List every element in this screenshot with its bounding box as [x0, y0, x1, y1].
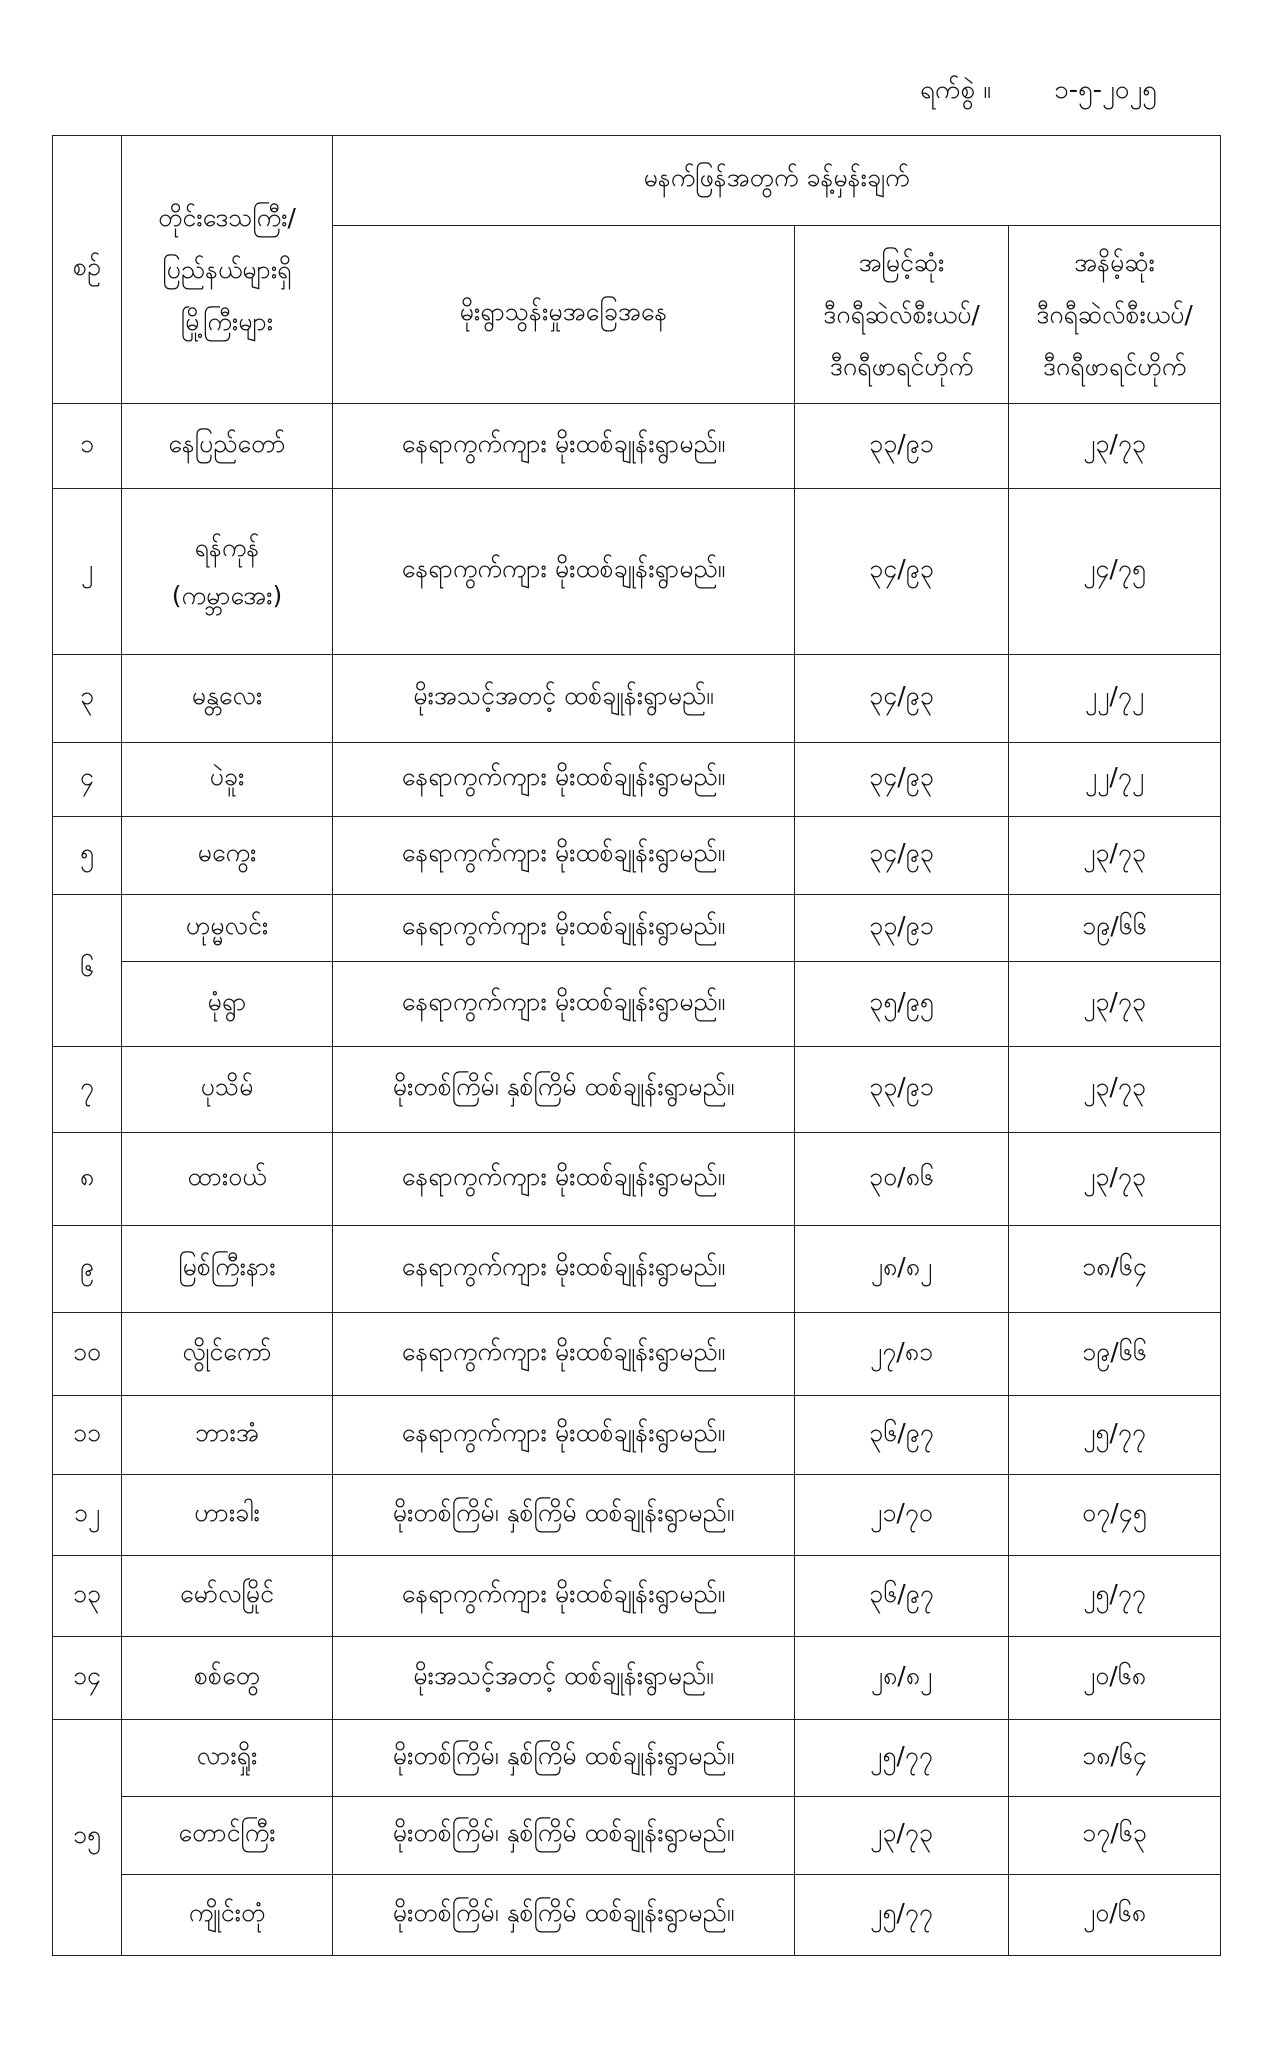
- min-temp-cell: ၁၈/၆၄: [1009, 1226, 1221, 1313]
- header-row: [53, 136, 1221, 226]
- rain-cell: နေရာကွက်ကျား မိုးထစ်ချုန်းရွာမည်။: [333, 1133, 795, 1226]
- max-temp-cell: ၂၃/၇၃: [795, 1797, 1009, 1875]
- max-temp-cell: ၃၄/၉၃: [795, 655, 1009, 743]
- rain-cell: နေရာကွက်ကျား မိုးထစ်ချုန်းရွာမည်။: [333, 895, 795, 962]
- city-cell: နေပြည်တော်: [122, 404, 333, 489]
- city-cell: မော်လမြိုင်: [122, 1556, 333, 1637]
- min-temp-cell: ၂၄/၇၅: [1009, 489, 1221, 655]
- max-temp-cell: ၂၅/၇၇: [795, 1720, 1009, 1797]
- rain-cell: နေရာကွက်ကျား မိုးထစ်ချုန်းရွာမည်။: [333, 489, 795, 655]
- min-temp-cell: ၁၉/၆၆: [1009, 1313, 1221, 1396]
- table-row: [53, 817, 1221, 895]
- header-max-temp-line: ဒီဂရီဆဲလ်စီးယပ်/: [823, 299, 980, 329]
- rain-cell: မိုးတစ်ကြိမ်၊ နှစ်ကြိမ် ထစ်ချုန်းရွာမည်။: [333, 1875, 795, 1956]
- min-temp-cell: ၁၇/၆၃: [1009, 1797, 1221, 1875]
- serial-cell: ၇: [53, 1047, 122, 1133]
- rain-cell: နေရာကွက်ကျား မိုးထစ်ချုန်းရွာမည်။: [333, 1226, 795, 1313]
- city-cell: စစ်တွေ: [122, 1637, 333, 1720]
- city-cell: ပဲခူး: [122, 743, 333, 817]
- table-row: [53, 1047, 1221, 1133]
- min-temp-cell: ၂၂/၇၂: [1009, 655, 1221, 743]
- rain-cell: နေရာကွက်ကျား မိုးထစ်ချုန်းရွာမည်။: [333, 743, 795, 817]
- city-note: (ကမ္ဘာအေး): [171, 580, 283, 610]
- table-row: [53, 1720, 1221, 1797]
- city-cell: လားရှိုး: [122, 1720, 333, 1797]
- serial-cell: ၁: [53, 404, 122, 489]
- header-min-temp-line: ဒီဂရီဆဲလ်စီးယပ်/: [1036, 299, 1193, 329]
- serial-cell: ၉: [53, 1226, 122, 1313]
- city-cell: မြစ်ကြီးနား: [122, 1226, 333, 1313]
- rain-cell: မိုးတစ်ကြိမ်၊ နှစ်ကြိမ် ထစ်ချုန်းရွာမည်။: [333, 1475, 795, 1556]
- max-temp-cell: ၃၃/၉၁: [795, 404, 1009, 489]
- table-row: [53, 1313, 1221, 1396]
- table-row: [53, 1226, 1221, 1313]
- rain-cell: နေရာကွက်ကျား မိုးထစ်ချုန်းရွာမည်။: [333, 1396, 795, 1475]
- max-temp-cell: ၂၈/၈၂: [795, 1637, 1009, 1720]
- max-temp-cell: ၂၁/၇၀: [795, 1475, 1009, 1556]
- header-min-temp: [1009, 226, 1221, 404]
- serial-cell: ၁၅: [53, 1720, 122, 1956]
- table-row: [53, 1133, 1221, 1226]
- header-max-temp-line: အမြင့်ဆုံး: [858, 247, 945, 277]
- table-row: [53, 1396, 1221, 1475]
- min-temp-cell: ၁၉/၆၆: [1009, 895, 1221, 962]
- header-min-temp-line: အနိမ့်ဆုံး: [1074, 247, 1155, 277]
- max-temp-cell: ၂၈/၈၂: [795, 1226, 1009, 1313]
- max-temp-cell: ၃၆/၉၇: [795, 1556, 1009, 1637]
- max-temp-cell: ၃၄/၉၃: [795, 489, 1009, 655]
- serial-cell: ၁၀: [53, 1313, 122, 1396]
- serial-cell: ၅: [53, 817, 122, 895]
- serial-cell: ၃: [53, 655, 122, 743]
- min-temp-cell: ၂၀/၆၈: [1009, 1637, 1221, 1720]
- max-temp-cell: ၃၅/၉၅: [795, 962, 1009, 1047]
- city-cell: ဟားခါး: [122, 1475, 333, 1556]
- rain-cell: မိုးအသင့်အတင့် ထစ်ချုန်းရွာမည်။: [333, 655, 795, 743]
- min-temp-cell: ၂၃/၇၃: [1009, 404, 1221, 489]
- min-temp-cell: ၂၂/၇၂: [1009, 743, 1221, 817]
- header-forecast: မနက်ဖြန်အတွက် ခန့်မှန်းချက်: [333, 136, 1221, 226]
- table-row: [53, 1637, 1221, 1720]
- rain-cell: နေရာကွက်ကျား မိုးထစ်ချုန်းရွာမည်။: [333, 817, 795, 895]
- table-row: [53, 404, 1221, 489]
- date-value: ၁-၅-၂၀၂၅: [1054, 75, 1157, 105]
- header-max-temp-line: ဒီဂရီဖာရင်ဟိုက်: [829, 351, 974, 381]
- min-temp-cell: ၂၀/၆၈: [1009, 1875, 1221, 1956]
- serial-cell: ၈: [53, 1133, 122, 1226]
- city-cell: ဟုမ္မလင်း: [122, 895, 333, 962]
- city-cell: လွိုင်ကော်: [122, 1313, 333, 1396]
- serial-cell: ၁၂: [53, 1475, 122, 1556]
- max-temp-cell: ၃၀/၈၆: [795, 1133, 1009, 1226]
- table-row: [53, 895, 1221, 962]
- forecast-table: [52, 135, 1221, 1956]
- city-cell: မန္တလေး: [122, 655, 333, 743]
- rain-cell: နေရာကွက်ကျား မိုးထစ်ချုန်းရွာမည်။: [333, 404, 795, 489]
- max-temp-cell: ၃၄/၉၃: [795, 743, 1009, 817]
- city-cell: ကျိုင်းတုံ: [122, 1875, 333, 1956]
- header-rain: မိုးရွာသွန်းမှုအခြေအနေ: [333, 226, 795, 404]
- city-cell: တောင်ကြီး: [122, 1797, 333, 1875]
- table-row: [53, 743, 1221, 817]
- city-name: ရန်ကုန်: [194, 532, 260, 562]
- min-temp-cell: ၂၅/၇၇: [1009, 1396, 1221, 1475]
- city-cell: မကွေး: [122, 817, 333, 895]
- rain-cell: မိုးတစ်ကြိမ်၊ နှစ်ကြိမ် ထစ်ချုန်းရွာမည်။: [333, 1797, 795, 1875]
- min-temp-cell: ၂၃/၇၃: [1009, 1133, 1221, 1226]
- serial-cell: ၁၃: [53, 1556, 122, 1637]
- rain-cell: မိုးတစ်ကြိမ်၊ နှစ်ကြိမ် ထစ်ချုန်းရွာမည်။: [333, 1720, 795, 1797]
- table-row: [53, 962, 1221, 1047]
- rain-cell: နေရာကွက်ကျား မိုးထစ်ချုန်းရွာမည်။: [333, 1313, 795, 1396]
- header-max-temp: [795, 226, 1009, 404]
- city-cell: ထားဝယ်: [122, 1133, 333, 1226]
- serial-cell: ၆: [53, 895, 122, 1047]
- max-temp-cell: ၃၄/၉၃: [795, 817, 1009, 895]
- header-city-line: မြို့ကြီးများ: [180, 306, 274, 336]
- min-temp-cell: ၂၃/၇၃: [1009, 1047, 1221, 1133]
- max-temp-cell: ၃၃/၉၁: [795, 895, 1009, 962]
- table-row: [53, 655, 1221, 743]
- table-row: [53, 1797, 1221, 1875]
- header-city-line: တိုင်းဒေသကြီး/: [158, 202, 296, 232]
- max-temp-cell: ၂၅/၇၇: [795, 1875, 1009, 1956]
- rain-cell: နေရာကွက်ကျား မိုးထစ်ချုန်းရွာမည်။: [333, 1556, 795, 1637]
- header-city: [122, 136, 333, 404]
- rain-cell: နေရာကွက်ကျား မိုးထစ်ချုန်းရွာမည်။: [333, 962, 795, 1047]
- rain-cell: မိုးတစ်ကြိမ်၊ နှစ်ကြိမ် ထစ်ချုန်းရွာမည်။: [333, 1047, 795, 1133]
- table-row: [53, 489, 1221, 655]
- city-cell: ဘားအံ: [122, 1396, 333, 1475]
- max-temp-cell: ၃၆/၉၇: [795, 1396, 1009, 1475]
- serial-cell: ၂: [53, 489, 122, 655]
- min-temp-cell: ၁၈/၆၄: [1009, 1720, 1221, 1797]
- min-temp-cell: ၂၃/၇၃: [1009, 962, 1221, 1047]
- header-city-line: ပြည်နယ်များရှိ: [162, 254, 292, 284]
- date-label: ရက်စွဲ ။: [920, 75, 992, 105]
- serial-cell: ၁၄: [53, 1637, 122, 1720]
- table-row: [53, 1556, 1221, 1637]
- header-serial: စဉ်: [53, 136, 122, 404]
- document-date: [0, 66, 1287, 114]
- max-temp-cell: ၂၇/၈၁: [795, 1313, 1009, 1396]
- city-cell: ပုသိမ်: [122, 1047, 333, 1133]
- min-temp-cell: ၂၅/၇၇: [1009, 1556, 1221, 1637]
- rain-cell: မိုးအသင့်အတင့် ထစ်ချုန်းရွာမည်။: [333, 1637, 795, 1720]
- min-temp-cell: ၀၇/၄၅: [1009, 1475, 1221, 1556]
- table-row: [53, 1875, 1221, 1956]
- serial-cell: ၁၁: [53, 1396, 122, 1475]
- city-cell: မုံရွာ: [122, 962, 333, 1047]
- max-temp-cell: ၃၃/၉၁: [795, 1047, 1009, 1133]
- city-cell: [122, 489, 333, 655]
- table-row: [53, 1475, 1221, 1556]
- min-temp-cell: ၂၃/၇၃: [1009, 817, 1221, 895]
- serial-cell: ၄: [53, 743, 122, 817]
- header-min-temp-line: ဒီဂရီဖာရင်ဟိုက်: [1042, 351, 1187, 381]
